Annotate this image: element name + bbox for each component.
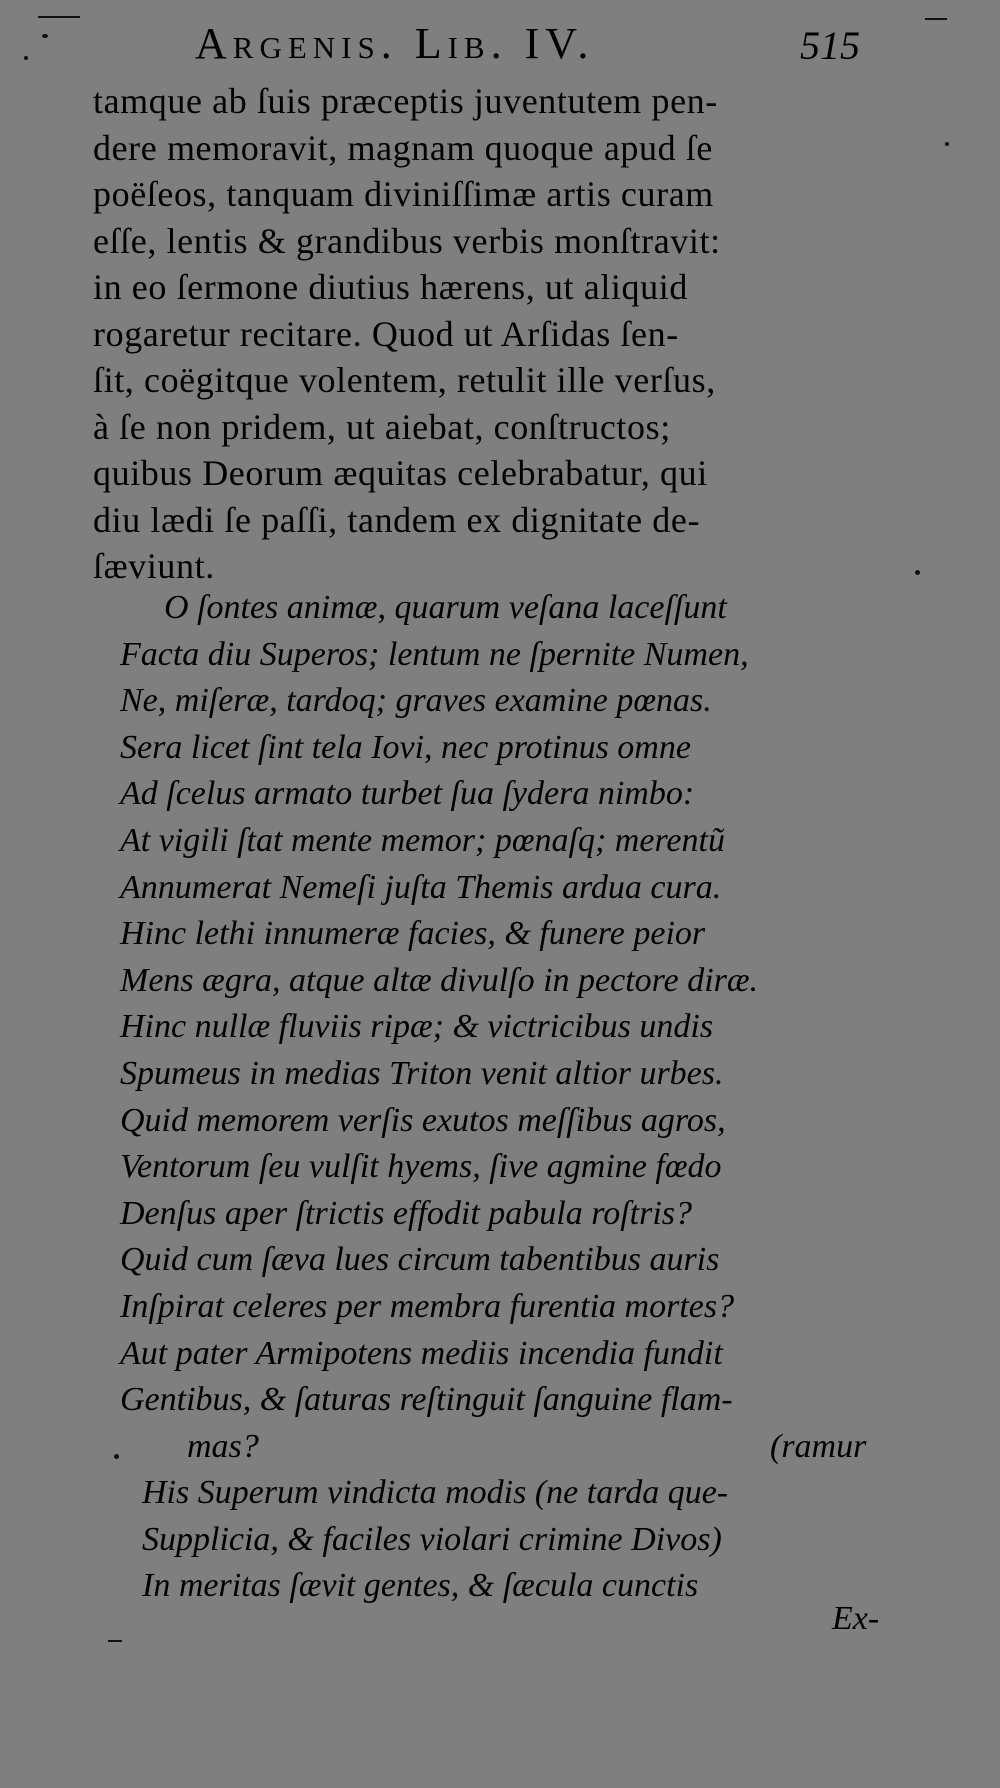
prose-line: ſit, coëgitque volentem, retulit ille verſus, <box>93 360 716 400</box>
verse-line: Mens ægra, atque altæ divulſo in pectore diræ. <box>120 961 759 999</box>
verse-line: Hinc nullæ fluviis ripæ; & victricibus undis <box>120 1008 714 1046</box>
verse-line: In meritas ſævit gentes, & ſæcula cunctis <box>142 1567 699 1605</box>
scan-speck <box>42 34 48 38</box>
prose-line: rogaretur recitare. Quod ut Arſidas ſen- <box>93 313 679 354</box>
scan-speck <box>945 142 949 146</box>
verse-turnover: (ramur <box>770 1427 867 1465</box>
verse-line: Ventorum ſeu vulſit hyems, ſive agmine fœdo <box>120 1148 722 1186</box>
verse-line: Quid cum ſæva lues circum tabentibus auris <box>120 1241 720 1279</box>
scan-mark <box>925 18 947 20</box>
verse-line: Aut pater Armipotens mediis incendia fundit <box>120 1334 723 1372</box>
verse-line: Ad ſcelus armato turbet ſua ſydera nimbo: <box>120 775 695 813</box>
page-number: 515 <box>800 23 860 68</box>
prose-line: in eo ſermone diutius hærens, ut aliquid <box>93 267 688 307</box>
verse-line: Spumeus in medias Triton venit altior urbes. <box>120 1054 724 1092</box>
scan-mark <box>38 16 80 18</box>
catchword: Ex- <box>832 1600 880 1637</box>
verse-line: At vigili ſtat mente memor; pœnaſq; merentũ <box>120 821 725 859</box>
prose-line: poëſeos, tanquam diviniſſimæ artis curam <box>93 174 714 214</box>
prose-line: ſæviunt. <box>93 546 215 586</box>
prose-line: à ſe non pridem, ut aiebat, conſtructos; <box>93 406 671 447</box>
verse-block <box>120 585 910 1610</box>
verse-line: Annumerat Nemeſi juſta Themis ardua cura. <box>120 868 722 906</box>
running-title: Argenis. Lib. IV. <box>195 19 595 68</box>
verse-line: Facta diu Superos; lentum ne ſpernite Numen, <box>120 635 749 673</box>
scan-speck <box>915 570 920 575</box>
prose-line: dere memoravit, magnam quoque apud ſe <box>93 127 713 168</box>
scan-speck <box>24 56 28 60</box>
verse-line: Gentibus, & ſaturas reſtinguit ſanguine flam- <box>120 1381 733 1419</box>
verse-line: O ſontes animæ, quarum veſana laceſſunt <box>164 589 727 626</box>
verse-wrap-line <box>120 1424 910 1471</box>
prose-paragraph <box>93 78 893 590</box>
verse-line: Ne, miſeræ, tardoq; graves examine pœnas. <box>120 682 712 720</box>
verse-line: Supplicia, & faciles violari crimine Divos) <box>142 1520 722 1558</box>
prose-line: quibus Deorum æquitas celebrabatur, qui <box>93 453 708 493</box>
verse-line: His Superum vindicta modis (ne tarda que- <box>142 1474 729 1512</box>
verse-line-end: mas? <box>187 1427 259 1465</box>
verse-line: Denſus aper ſtrictis effodit pabula roſtris? <box>120 1194 693 1232</box>
verse-line: Quid memorem verſis exutos meſſibus agros, <box>120 1101 726 1139</box>
prose-line: diu lædi ſe paſſi, tandem ex dignitate de- <box>93 499 701 540</box>
prose-line: tamque ab ſuis præceptis juventutem pen- <box>93 81 718 121</box>
scan-mark <box>108 1640 122 1642</box>
verse-line: Sera licet ſint tela Iovi, nec protinus omne <box>120 728 691 766</box>
prose-line: eſſe, lentis & grandibus verbis monſtravit: <box>93 220 721 261</box>
verse-line: Inſpirat celeres per membra furentia mortes? <box>120 1287 735 1325</box>
scan-speck <box>114 1454 119 1459</box>
verse-line: Hinc lethi innumeræ facies, & funere peior <box>120 915 706 953</box>
